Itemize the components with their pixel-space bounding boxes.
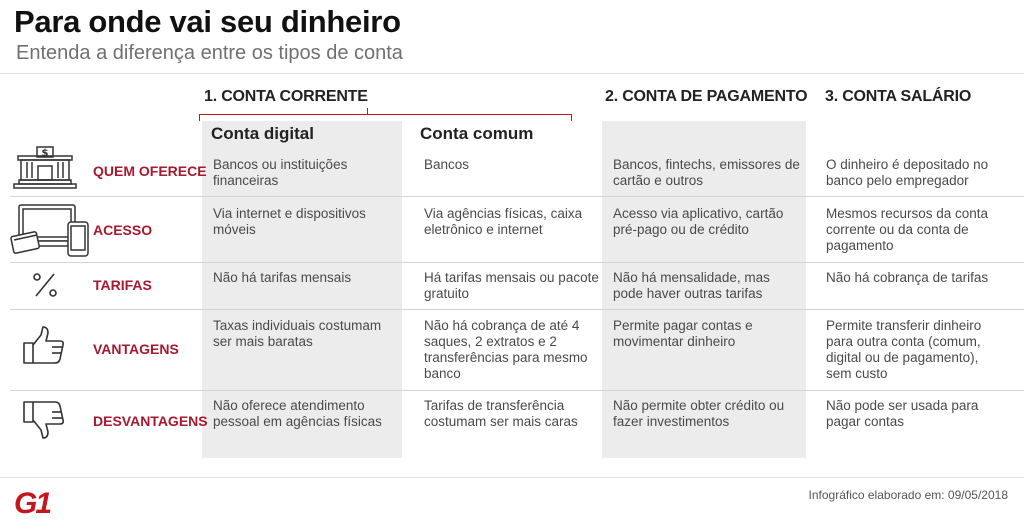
header-divider bbox=[0, 73, 1024, 74]
cell-pagamento-desvantagens: Não permite obter crédito ou fazer investimentos bbox=[613, 398, 785, 429]
row-label-desvantagens: DESVANTAGENS bbox=[93, 413, 208, 429]
footer-divider bbox=[0, 477, 1024, 478]
row-divider bbox=[10, 390, 1024, 391]
bank-building-icon bbox=[12, 146, 78, 195]
cell-digital-tarifas: Não há tarifas mensais bbox=[213, 270, 352, 285]
devices-icon bbox=[8, 202, 92, 265]
subheader-conta-digital: Conta digital bbox=[211, 124, 314, 143]
header-conta-corrente: 1. CONTA CORRENTE bbox=[204, 88, 368, 105]
page-title: Para onde vai seu dinheiro bbox=[14, 4, 401, 39]
cell-pagamento-acesso: Acesso via aplicativo, cartão pré-pago ou de crédito bbox=[613, 206, 784, 237]
cell-comum-desvantagens: Tarifas de transferência costumam ser mais caras bbox=[424, 398, 578, 429]
thumbs-up-icon bbox=[22, 325, 66, 372]
cell-salario-vantagens: Permite transferir dinheiro para outra conta (comum, digital ou de pagamento), sem custo bbox=[826, 318, 982, 381]
cell-pagamento-vantagens: Permite pagar contas e movimentar dinheiro bbox=[613, 318, 753, 349]
g1-logo bbox=[14, 487, 60, 522]
cell-salario-tarifas: Não há cobrança de tarifas bbox=[826, 270, 989, 285]
header-conta-pagamento: 2. CONTA DE PAGAMENTO bbox=[605, 88, 808, 105]
svg-text:$: $ bbox=[41, 148, 49, 159]
cell-comum-quem-oferece: Bancos bbox=[424, 157, 470, 172]
cell-pagamento-tarifas: Não há mensalidade, mas pode haver outras tarifas bbox=[613, 270, 770, 301]
corrente-bracket bbox=[199, 114, 572, 121]
cell-comum-vantagens: Não há cobrança de até 4 saques, 2 extratos e 2 transferências para mesmo banco bbox=[424, 318, 588, 381]
cell-comum-tarifas: Há tarifas mensais ou pacote gratuito bbox=[424, 270, 599, 301]
row-divider bbox=[10, 196, 1024, 197]
row-divider bbox=[10, 309, 1024, 310]
cell-salario-desvantagens: Não pode ser usada para pagar contas bbox=[826, 398, 979, 429]
row-label-quem-oferece: QUEM OFERECE bbox=[93, 163, 207, 179]
cell-pagamento-quem-oferece: Bancos, fintechs, emissores de cartão e outros bbox=[613, 157, 800, 188]
cell-salario-acesso: Mesmos recursos da conta corrente ou da conta de pagamento bbox=[826, 206, 989, 253]
credit-text: Infográfico elaborado em: 09/05/2018 bbox=[808, 488, 1008, 502]
subheader-conta-comum: Conta comum bbox=[420, 124, 534, 143]
thumbs-down-icon bbox=[22, 398, 66, 445]
row-label-tarifas: TARIFAS bbox=[93, 277, 152, 293]
cell-digital-acesso: Via internet e dispositivos móveis bbox=[213, 206, 366, 237]
cell-comum-acesso: Via agências físicas, caixa eletrônico e internet bbox=[424, 206, 583, 237]
header-conta-salario: 3. CONTA SALÁRIO bbox=[825, 88, 972, 105]
page-subtitle: Entenda a diferença entre os tipos de conta bbox=[16, 42, 403, 64]
row-label-vantagens: VANTAGENS bbox=[93, 341, 179, 357]
cell-digital-desvantagens: Não oferece atendimento pessoal em agências físicas bbox=[213, 398, 382, 429]
row-label-acesso: ACESSO bbox=[93, 222, 153, 238]
percent-icon bbox=[30, 270, 60, 305]
svg-text:G1: G1 bbox=[14, 487, 51, 517]
cell-digital-quem-oferece: Bancos ou instituições financeiras bbox=[213, 157, 348, 188]
row-divider bbox=[10, 262, 1024, 263]
cell-digital-vantagens: Taxas individuais costumam ser mais baratas bbox=[213, 318, 382, 349]
cell-salario-quem-oferece: O dinheiro é depositado no banco pelo empregador bbox=[826, 157, 989, 188]
corrente-bracket-tick bbox=[367, 108, 368, 115]
